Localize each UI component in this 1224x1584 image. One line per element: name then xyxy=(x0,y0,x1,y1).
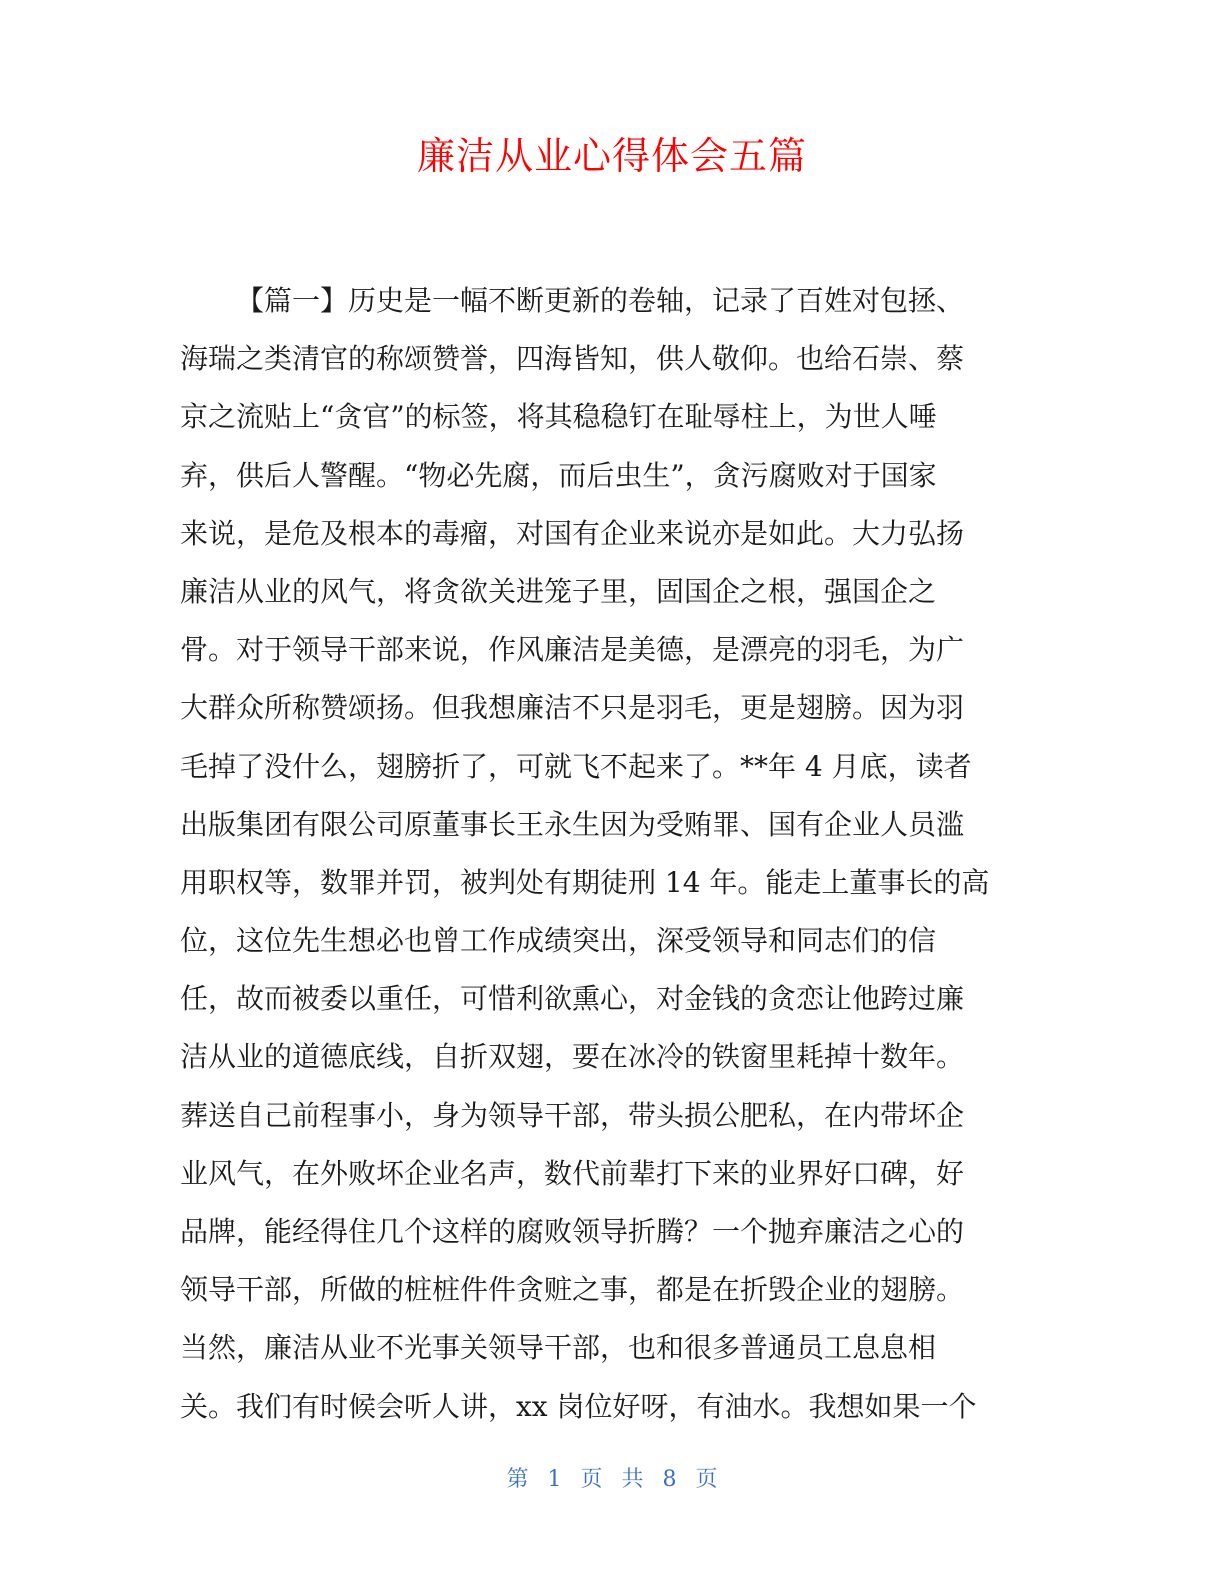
body-line: 海瑞之类清官的称颂赞誉，四海皆知，供人敬仰。也给石崇、蔡 xyxy=(180,342,965,376)
body-line: 【篇一】历史是一幅不断更新的卷轴，记录了百姓对包拯、 xyxy=(236,284,965,317)
body-line: 洁从业的道德底线，自折双翅，要在冰冷的铁窗里耗掉十数年。 xyxy=(180,1040,965,1074)
body-line: 大群众所称赞颂扬。但我想廉洁不只是羽毛，更是翅膀。因为羽 xyxy=(180,691,965,725)
body-line: 品牌，能经得住几个这样的腐败领导折腾？一个抛弃廉洁之心的 xyxy=(180,1215,965,1248)
body-line: 任，故而被委以重任，可惜利欲熏心，对金钱的贪恋让他跨过廉 xyxy=(180,982,965,1016)
body-line: 领导干部，所做的桩桩件件贪赃之事，都是在折毁企业的翅膀。 xyxy=(180,1273,965,1307)
body-line: 关。我们有时候会听人讲，xx 岗位好呀，有油水。我想如果一个 xyxy=(180,1389,977,1423)
body-line: 位，这位先生想必也曾工作成绩突出，深受领导和同志们的信 xyxy=(180,924,937,958)
document-title: 廉洁从业心得体会五篇 xyxy=(416,134,807,178)
footer-page-unit: 页 xyxy=(580,1467,603,1492)
footer-total-pages: 8 xyxy=(662,1467,677,1492)
body-line: 廉洁从业的风气，将贪欲关进笼子里，固国企之根，强国企之 xyxy=(180,574,937,608)
body-line: 业风气，在外败坏企业名声，数代前辈打下来的业界好口碑，好 xyxy=(180,1156,965,1190)
body-line: 来说，是危及根本的毒瘤，对国有企业来说亦是如此。大力弘扬 xyxy=(180,516,965,550)
footer-current-page: 1 xyxy=(547,1467,562,1492)
page-footer xyxy=(0,1462,1224,1498)
footer-total-prefix: 共 xyxy=(621,1467,644,1492)
body-line: 毛掉了没什么，翅膀折了，可就飞不起来了。**年 4 月底，读者 xyxy=(180,749,972,783)
body-line: 弃，供后人警醒。“物必先腐，而后虫生”，贪污腐败对于国家 xyxy=(180,458,937,492)
body-line: 出版集团有限公司原董事长王永生因为受贿罪、国有企业人员滥 xyxy=(180,807,965,841)
body-line: 当然，廉洁从业不光事关领导干部，也和很多普通员工息息相 xyxy=(180,1331,937,1365)
footer-prefix: 第 xyxy=(506,1467,529,1492)
body-line: 葬送自己前程事小，身为领导干部，带头损公肥私，在内带坏企 xyxy=(180,1098,965,1132)
body-line: 京之流贴上“贪官”的标签，将其稳稳钉在耻辱柱上，为世人唾 xyxy=(180,400,937,434)
footer-total-unit: 页 xyxy=(695,1467,718,1492)
body-line: 用职权等，数罪并罚，被判处有期徒刑 14 年。能走上董事长的高 xyxy=(180,865,990,899)
document-body xyxy=(180,272,1040,1436)
body-line: 骨。对于领导干部来说，作风廉洁是美德，是漂亮的羽毛，为广 xyxy=(180,633,965,667)
